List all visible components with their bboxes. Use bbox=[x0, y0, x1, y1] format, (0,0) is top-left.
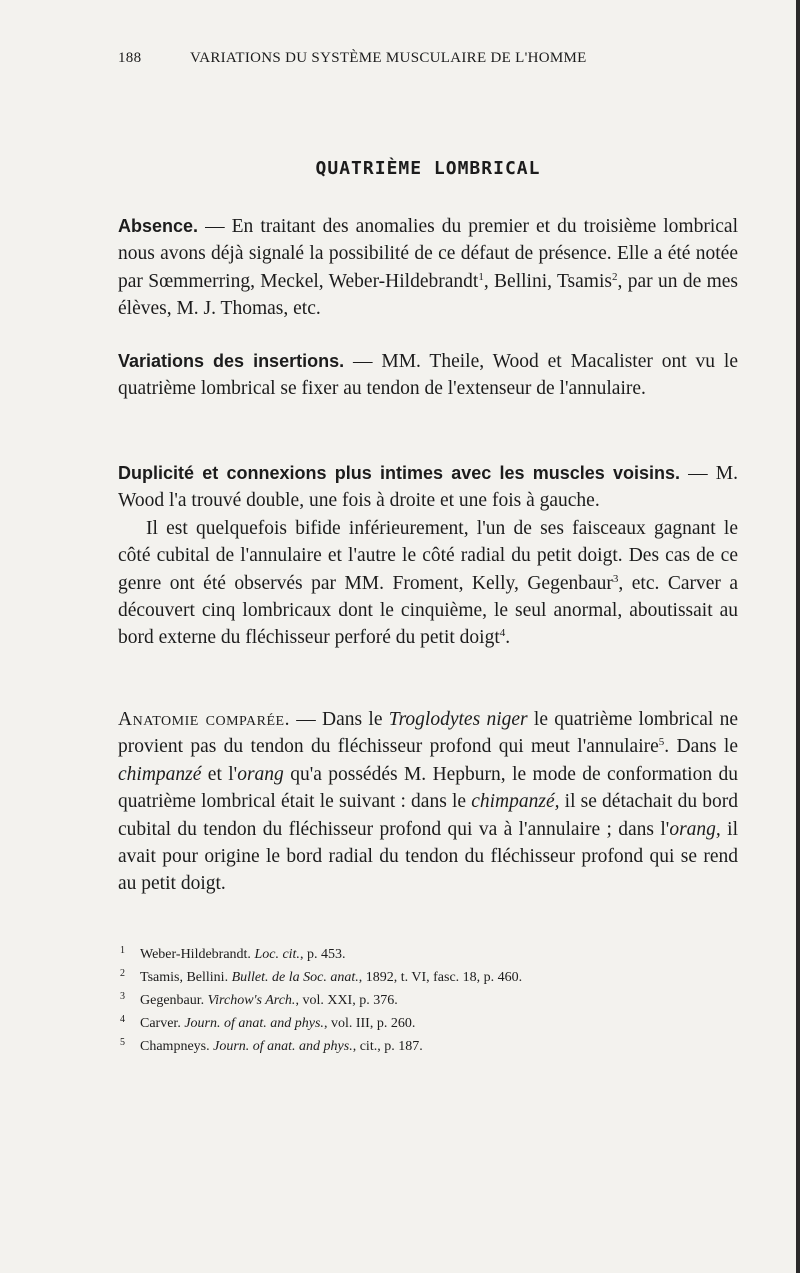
footnote-number: 3 bbox=[120, 991, 125, 1002]
footnote-number: 1 bbox=[120, 945, 125, 956]
paragraph-duplicite bbox=[118, 460, 738, 652]
footnotes bbox=[118, 943, 738, 1058]
heading-duplicite: Duplicité et connexions plus intimes avec les muscles voisins. bbox=[118, 463, 681, 483]
footnote-author: Weber-Hildebrandt. bbox=[140, 947, 255, 962]
anatomie-t5: qu'a possédés M. Hepburn, le mode de conformation du quatrième lombrical était le suivant : dans le bbox=[118, 763, 738, 813]
footnote-source: Journ. of anat. and phys. bbox=[184, 1016, 324, 1031]
footnote-ref-1: 1 bbox=[478, 270, 484, 283]
footnote-detail: , 1892, t. VI, fasc. 18, p. 460. bbox=[358, 970, 523, 985]
running-title: VARIATIONS DU SYSTÈME MUSCULAIRE DE L'HOMME bbox=[190, 50, 587, 66]
footnote bbox=[118, 943, 738, 966]
anatomie-t6: il se détachait du bord cubital du tendon du fléchisseur profond qui va à l'annulaire ; dans l' bbox=[118, 791, 738, 840]
duplicite-text-b1: Il est quelquefois bifide inférieurement, l'un de ses faisceaux gagnant le côté cubital de l'annulaire et l'autre le côté radial du petit doigt. Des cas de ce genre ont été observés par MM. Froment, Kelly, Gegenbaur bbox=[118, 517, 738, 594]
footnote-source: Loc. cit. bbox=[254, 947, 300, 962]
section-title: QUATRIÈME LOMBRICAL bbox=[315, 158, 541, 179]
footnote bbox=[118, 989, 738, 1012]
anatomie-t7: il avait pour origine le bord radial du tendon du fléchisseur profond qui se rend au petit doigt. bbox=[118, 818, 738, 895]
footnote-ref-3: 3 bbox=[612, 572, 619, 585]
footnote-source: Virchow's Arch. bbox=[207, 993, 296, 1008]
footnote bbox=[118, 1012, 738, 1035]
footnote-author: Gegenbaur. bbox=[140, 993, 208, 1008]
footnote-detail: , cit., p. 187. bbox=[352, 1039, 423, 1054]
duplicite-text-b3: . bbox=[505, 627, 511, 649]
footnote bbox=[118, 1035, 738, 1058]
footnote-author: Carver. bbox=[140, 1016, 185, 1031]
footnote-source: Journ. of anat. and phys. bbox=[213, 1039, 353, 1054]
footnote bbox=[118, 966, 738, 989]
footnote-detail: , p. 453. bbox=[299, 947, 346, 962]
page-number: 188 bbox=[118, 50, 142, 66]
footnote-number: 5 bbox=[120, 1037, 125, 1048]
absence-text-b: , Bellini, Tsamis bbox=[483, 270, 612, 292]
footnote-ref-2: 2 bbox=[611, 270, 618, 283]
absence-text-c: , par un de mes élèves, M. J. Thomas, etc. bbox=[118, 270, 739, 320]
footnote-number: 2 bbox=[120, 968, 125, 979]
anatomie-i3: orang bbox=[237, 763, 284, 785]
footnote-detail: , vol. XXI, p. 376. bbox=[295, 993, 398, 1008]
anatomie-i5: orang, bbox=[669, 818, 721, 840]
anatomie-i1: Troglodytes niger bbox=[388, 709, 528, 730]
footnote-number: 4 bbox=[120, 1014, 125, 1025]
paragraph-absence bbox=[118, 213, 738, 323]
heading-insertions: Variations des insertions. bbox=[118, 351, 345, 371]
anatomie-t4: et l' bbox=[201, 763, 238, 785]
insertions-text: — MM. Theile, Wood et Macalister ont vu le quatrième lombrical se fixer au tendon de l'extenseur de l'annulaire. bbox=[118, 351, 739, 400]
heading-anatomie: Anatomie comparée. bbox=[118, 709, 290, 730]
footnote-detail: , vol. III, p. 260. bbox=[323, 1016, 416, 1031]
duplicite-text-b2: , etc. Carver a découvert cinq lombricaux dont le cinquième, le seul anormal, aboutissait au bord externe du fléchisseur perforé du petit doigt bbox=[118, 572, 739, 649]
footnote-author: Tsamis, Bellini. bbox=[140, 970, 232, 985]
heading-absence: Absence. bbox=[118, 216, 199, 236]
anatomie-i4: chimpanzé, bbox=[471, 791, 560, 813]
duplicite-text-a: — M. Wood l'a trouvé double, une fois à droite et une fois à gauche. bbox=[118, 463, 738, 512]
anatomie-t3: . Dans le bbox=[664, 736, 739, 758]
running-head bbox=[118, 50, 738, 67]
anatomie-t1: — Dans le bbox=[289, 709, 389, 730]
paragraph-anatomie bbox=[118, 706, 738, 898]
paragraph-insertions bbox=[118, 348, 738, 403]
page-edge bbox=[796, 0, 800, 1273]
footnote-ref-4: 4 bbox=[499, 627, 506, 640]
footnote-author: Champneys. bbox=[140, 1039, 214, 1054]
absence-text-a: — En traitant des anomalies du premier et du troisième lombrical nous avons déjà signalé la possibilité de ce défaut de présence. Elle a été notée par Sœmmerring, Meckel, Weber-Hildebrandt bbox=[118, 216, 738, 292]
footnote-ref-5: 5 bbox=[658, 736, 665, 749]
anatomie-i2: chimpanzé bbox=[118, 763, 202, 785]
anatomie-t2: le quatrième lombrical ne provient pas du tendon du fléchisseur profond qui meut l'annulaire bbox=[118, 709, 738, 758]
footnote-source: Bullet. de la Soc. anat. bbox=[231, 970, 359, 985]
